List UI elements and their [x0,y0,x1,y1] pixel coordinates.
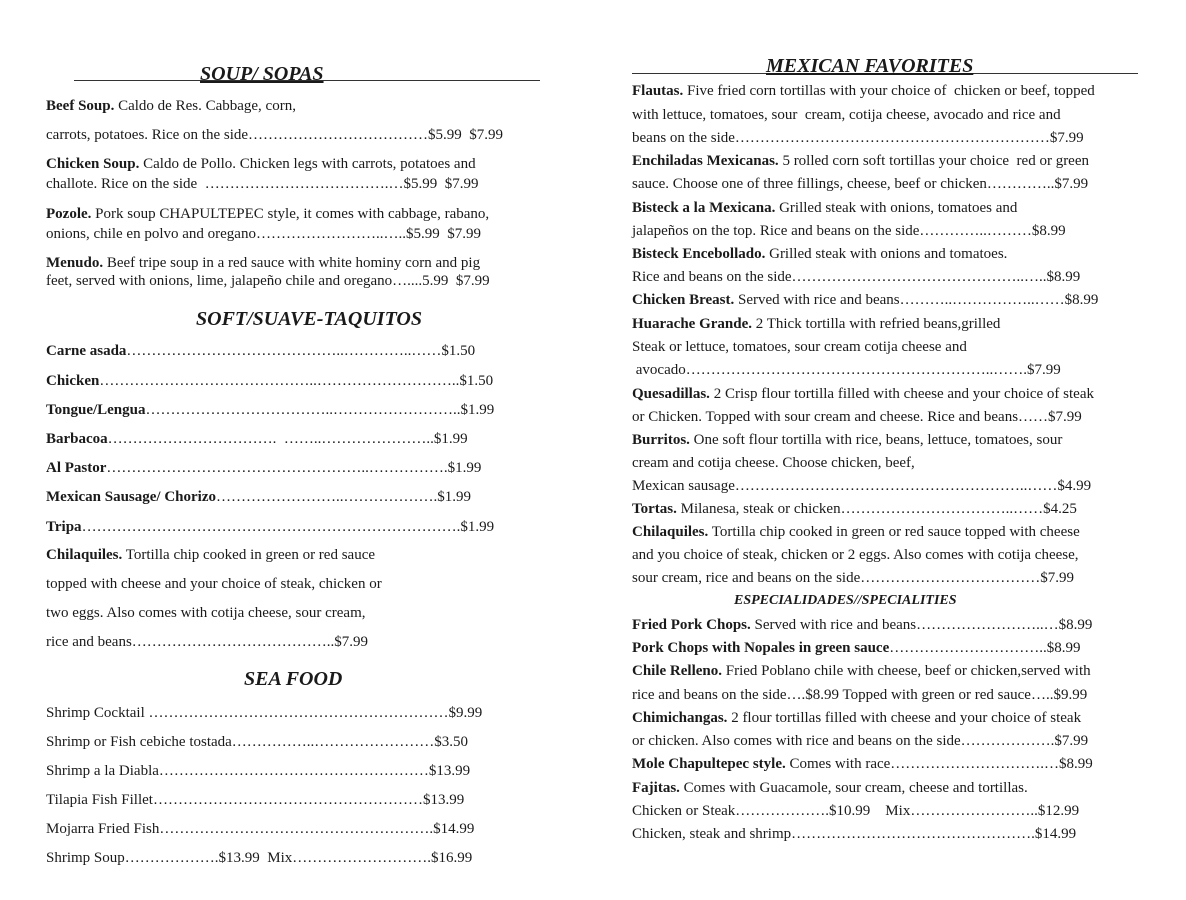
favorites-item-text: sauce. Choose one of three fillings, cheese, beef or chicken…………..$7.99 [632,176,1089,192]
taquitos-item-text: ……………………………………………..…………….$1.99 [106,460,482,476]
specialties-line [632,825,1138,843]
favorites-item-text: One soft flour tortilla with rice, beans, lettuce, tomatoes, sour [689,432,1063,448]
specialties-item-name: Chimichangas. [632,710,728,726]
specialties-line [632,616,1138,634]
favorites-item-name: Chicken Breast. [632,292,735,308]
favorites-item-text: avocado……………………………………………………..…….$7.99 [632,362,1061,378]
taquitos-section-title: SOFT/SUAVE-TAQUITOS [196,308,422,330]
taquitos-item-text: ………………………………………………………………….$1.99 [81,519,495,535]
taquitos-item-text: topped with cheese and your choice of steak, chicken or [46,576,382,592]
seafood-line [46,704,526,722]
left-menu-page [46,0,526,900]
favorites-item-text: Five fried corn tortillas with your choice of chicken or beef, topped [683,83,1095,99]
seafood-item-text: Shrimp Soup……………….$13.99 Mix……………………….$16.99 [46,850,473,866]
favorites-line [632,569,1138,587]
specialties-item-text: Served with rice and beans……………………..…$8.99 [750,617,1093,633]
favorites-item-name: Burritos. [632,432,690,448]
favorites-item-text: Grilled steak with onions, tomatoes and [775,200,1018,216]
favorites-item-name: Enchiladas Mexicanas. [632,153,779,169]
seafood-item-text: Shrimp or Fish cebiche tostada……………..……………………$3.50 [46,734,469,750]
soup-section-title: SOUP/ SOPAS [200,63,324,85]
soup-line [46,155,526,173]
taquitos-line [46,546,526,564]
favorites-item-text: Mexican sausage…………………………………………………..……$4.99 [632,478,1092,494]
specialties-item-text: Comes with race………………………….…$8.99 [785,756,1093,772]
favorites-item-name: Flautas. [632,83,684,99]
specialties-item-name: Fried Pork Chops. [632,617,751,633]
specialties-line [632,709,1138,727]
specialties-item-text: or chicken. Also comes with rice and beans on the side……………….$7.99 [632,733,1089,749]
favorites-line [632,129,1138,147]
taquitos-line [46,575,526,593]
soup-item-name: Chicken Soup. [46,156,140,172]
favorites-item-text: Served with rice and beans………..……………..……$8.99 [734,292,1099,308]
soup-line [46,225,526,243]
soup-line [46,272,526,290]
taquitos-line [46,430,526,448]
taquitos-item-name: Carne asada [46,343,127,359]
soup-item-name: Beef Soup. [46,98,115,114]
specialties-item-text: rice and beans on the side….$8.99 Topped with green or red sauce…..$9.99 [632,687,1088,703]
favorites-item-text: Milanesa, steak or chicken……………………………..……$4.25 [676,501,1077,517]
specialties-item-text: Comes with Guacamole, sour cream, cheese and tortillas. [679,780,1028,796]
favorites-section-title: MEXICAN FAVORITES [766,55,974,77]
favorites-line [632,408,1138,426]
favorites-line [632,199,1138,217]
soup-item-text: carrots, potatoes. Rice on the side………………………………$5.99 $7.99 [46,127,504,143]
taquitos-item-text: ……………………………………..………………………..$1.50 [99,373,494,389]
favorites-item-text: 2 Thick tortilla with refried beans,grilled [752,316,1001,332]
favorites-line [632,152,1138,170]
favorites-line [632,338,1138,356]
taquitos-item-name: Al Pastor [46,460,107,476]
favorites-line [632,431,1138,449]
favorites-line [632,454,1138,472]
favorites-item-name: Tortas. [632,501,677,517]
soup-line [46,254,526,272]
specialties-line [632,802,1138,820]
specialties-line [632,755,1138,773]
soup-item-text: onions, chile en polvo and oregano……………………..…..$5.99 $7.99 [46,226,481,242]
seafood-line [46,849,526,867]
favorites-item-text: Rice and beans on the side………………………………………..…..$8.99 [632,269,1081,285]
seafood-item-text: Shrimp Cocktail ……………………………………………………$9.99 [46,705,483,721]
favorites-line [632,222,1138,240]
taquitos-item-name: Tripa [46,519,82,535]
favorites-line [632,546,1138,564]
favorites-line [632,291,1138,309]
favorites-item-name: Bisteck a la Mexicana. [632,200,776,216]
seafood-line [46,791,526,809]
specialties-item-name: Fajitas. [632,780,680,796]
seafood-line [46,820,526,838]
taquitos-item-text: ………………………………..……………………..$1.99 [145,402,495,418]
soup-item-name: Menudo. [46,255,104,271]
seafood-line [46,762,526,780]
favorites-line [632,245,1138,263]
taquitos-line [46,633,526,651]
soup-item-text: Pork soup CHAPULTEPEC style, it comes with cabbage, rabano, [91,206,490,222]
favorites-line [632,523,1138,541]
favorites-line [632,106,1138,124]
soup-item-text: challote. Rice on the side ……………………………….…$5.99 $7.99 [46,176,479,192]
seafood-line [46,733,526,751]
specialties-line [632,732,1138,750]
favorites-item-text: with lettuce, tomatoes, sour cream, cotija cheese, avocado and rice and [632,107,1061,123]
taquitos-item-name: Chicken [46,373,100,389]
taquitos-line [46,488,526,506]
taquitos-line [46,401,526,419]
taquitos-item-name: Mexican Sausage/ Chorizo [46,489,216,505]
soup-item-text: Beef tripe soup in a red sauce with white hominy corn and pig [103,255,481,271]
favorites-item-name: Chilaquiles. [632,524,709,540]
specialties-item-name: Mole Chapultepec style. [632,756,786,772]
soup-item-text: Caldo de Res. Cabbage, corn, [114,98,296,114]
taquitos-item-name: Barbacoa [46,431,108,447]
right-menu-page [632,0,1138,900]
taquitos-item-text: ……………………..……………….$1.99 [216,489,471,505]
taquitos-line [46,518,526,536]
favorites-item-text: and you choice of steak, chicken or 2 eggs. Also comes with cotija cheese, [632,547,1079,563]
taquitos-line [46,459,526,477]
taquitos-item-text: Tortilla chip cooked in green or red sauce [122,547,376,563]
favorites-item-text: beans on the side………………………………………………………$7.99 [632,130,1084,146]
specialties-item-text: Chicken or Steak……………….$10.99 Mix……………………..$12.99 [632,803,1080,819]
taquitos-item-text: two eggs. Also comes with cotija cheese, sour cream, [46,605,366,621]
specialties-item-name: Pork Chops with Nopales in green sauce [632,640,890,656]
favorites-item-name: Quesadillas. [632,386,710,402]
soup-line [46,175,526,193]
taquitos-line [46,342,526,360]
favorites-item-text: Grilled steak with onions and tomatoes. [765,246,1008,262]
favorites-item-text: 5 rolled corn soft tortillas your choice red or green [778,153,1089,169]
specialties-item-text: 2 flour tortillas filled with cheese and your choice of steak [727,710,1082,726]
favorites-line [632,385,1138,403]
seafood-item-text: Shrimp a la Diabla………………………………………………$13.99 [46,763,471,779]
favorites-item-text: Steak or lettuce, tomatoes, sour cream cotija cheese and [632,339,967,355]
specialties-item-text: Fried Poblano chile with cheese, beef or chicken,served with [722,663,1091,679]
favorites-line [632,82,1138,100]
favorites-item-text: Tortilla chip cooked in green or red sauce topped with cheese [708,524,1080,540]
soup-item-name: Pozole. [46,206,92,222]
favorites-line [632,315,1138,333]
specialties-line [632,779,1138,797]
favorites-item-name: Bisteck Encebollado. [632,246,766,262]
taquitos-item-name: Tongue/Lengua [46,402,146,418]
favorites-item-text: or Chicken. Topped with sour cream and cheese. Rice and beans……$7.99 [632,409,1082,425]
specialties-item-text: …………………………..$8.99 [889,640,1081,656]
favorites-line [632,500,1138,518]
favorites-item-text: jalapeños on the top. Rice and beans on the side…………..………$8.99 [632,223,1066,239]
specialties-line [632,686,1138,704]
seafood-item-text: Mojarra Fried Fish……………………………………………….$14.99 [46,821,475,837]
soup-line [46,205,526,223]
taquitos-item-text: ……………………………………..…………..……$1.50 [126,343,476,359]
taquitos-line [46,372,526,390]
favorites-item-text: sour cream, rice and beans on the side………………………………$7.99 [632,570,1074,586]
taquitos-item-text: ……………………………. ……..…………………..$1.99 [107,431,468,447]
taquitos-item-text: rice and beans…………………………………..$7.99 [46,634,369,650]
seafood-section-title: SEA FOOD [244,668,343,690]
favorites-item-text: 2 Crisp flour tortilla filled with cheese and your choice of steak [709,386,1094,402]
specialties-item-name: Chile Relleno. [632,663,722,679]
specialties-item-text: Chicken, steak and shrimp………………………………………….$14.99 [632,826,1077,842]
soup-item-text: feet, served with onions, lime, jalapeño chile and oregano…....5.99 $7.99 [46,273,490,289]
favorites-line [632,175,1138,193]
taquitos-line [46,604,526,622]
favorites-line [632,477,1138,495]
specialties-line [632,639,1138,657]
favorites-line [632,361,1138,379]
soup-item-text: Caldo de Pollo. Chicken legs with carrots, potatoes and [139,156,476,172]
taquitos-item-name: Chilaquiles. [46,547,123,563]
favorites-line [632,268,1138,286]
soup-line [46,97,526,115]
favorites-item-name: Huarache Grande. [632,316,752,332]
specialties-subheading: ESPECIALIDADES//SPECIALITIES [734,593,957,608]
soup-line [46,126,526,144]
favorites-item-text: cream and cotija cheese. Choose chicken, beef, [632,455,915,471]
specialties-line [632,662,1138,680]
seafood-item-text: Tilapia Fish Fillet………………………………………………$13.99 [46,792,465,808]
